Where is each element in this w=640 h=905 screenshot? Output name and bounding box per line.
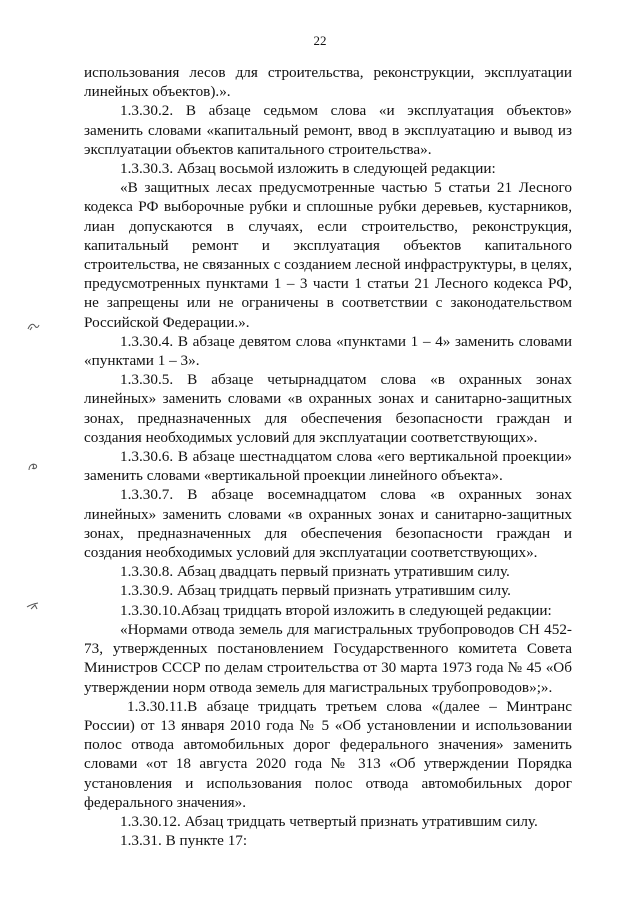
paragraph: 1.3.30.2. В абзаце седьмом слова «и эксплуатация объектов» заменить словами «капитальный ремонт, ввод в эксплуатацию и вывод из эксплуатации объектов капитального строительства».: [84, 102, 572, 158]
page-number: 22: [313, 33, 327, 48]
paragraph: 1.3.30.8. Абзац двадцать первый признать утратившим силу.: [120, 563, 510, 581]
paragraph: 1.3.30.9. Абзац тридцать первый признать утратившим силу.: [120, 582, 511, 600]
paragraph: 1.3.30.5. В абзаце четырнадцатом слова «в охранных зонах линейных» заменить словами «в охранных зонах и санитарно-защитных зонах, предназначенных для обеспечения безопасности граждан и создания необходимых условий для эксплуатации соответствующих».: [84, 371, 572, 446]
paragraph: 1.3.31. В пункте 17:: [120, 832, 248, 850]
paragraph: 1.3.30.7. В абзаце восемнадцатом слова «в охранных зонах линейных» заменить словами «в охранных зонах и санитарно-защитных зонах, предназначенных для обеспечения безопасности граждан и создания необходимых условий для эксплуатации соответствующих».: [84, 486, 572, 562]
paragraph: 1.3.30.4. В абзаце девятом слова «пунктами 1 – 4» заменить словами «пунктами 1 – 3».: [84, 332, 572, 370]
paragraph: «Нормами отвода земель для магистральных трубопроводов СН 452-73, утвержденных постановлением Государственного комитета Совета Министров СССР по делам строительства от 30 марта 1973 года № 45 «Об утверждении норм отвода земель для магистральных трубопроводов»;».: [84, 620, 572, 696]
paragraph: «В защитных лесах предусмотренные частью 5 статьи 21 Лесного кодекса РФ выборочные рубки и сплошные рубки деревьев, кустарников, лиан допускаются в случаях, если строительство, реконструкция, капитальный ремонт и эксплуатация объектов капитального строительства, не связанных с созданием лесной инфраструктуры, в целях, предусмотренных пунктами 1 – 3 части 1 статьи 21 Лесного кодекса РФ, не запрещены или не ограничены в соответствии с законодательством Российской Федерации.».: [84, 179, 572, 331]
paragraph: 1.3.30.6. В абзаце шестнадцатом слова «его вертикальной проекции» заменить словами «вертикальной проекции линейного объекта».: [84, 448, 572, 485]
margin-pen-mark: [26, 601, 40, 611]
margin-pen-mark: [26, 322, 40, 332]
paragraph: 1.3.30.12. Абзац тридцать четвертый признать утратившим силу.: [120, 812, 538, 830]
paragraph: 1.3.30.3. Абзац восьмой изложить в следующей редакции:: [120, 160, 496, 178]
paragraph: 1.3.30.11.В абзаце тридцать третьем слова «(далее – Минтранс России) от 13 января 2010 года № 5 «Об установлении и использовании полос отвода автомобильных дорог федерального значения» заменить словами «от 18 августа 2020 года № 313 «Об утверждении Порядка установления и использования полос отвода автомобильных дорог федерального значения».: [84, 697, 572, 811]
document-body: [84, 63, 572, 850]
margin-pen-mark: [26, 462, 40, 472]
paragraph: 1.3.30.10.Абзац тридцать второй изложить в следующей редакции:: [120, 601, 552, 619]
paragraph: использования лесов для строительства, реконструкции, эксплуатации линейных объектов).».: [84, 64, 572, 101]
